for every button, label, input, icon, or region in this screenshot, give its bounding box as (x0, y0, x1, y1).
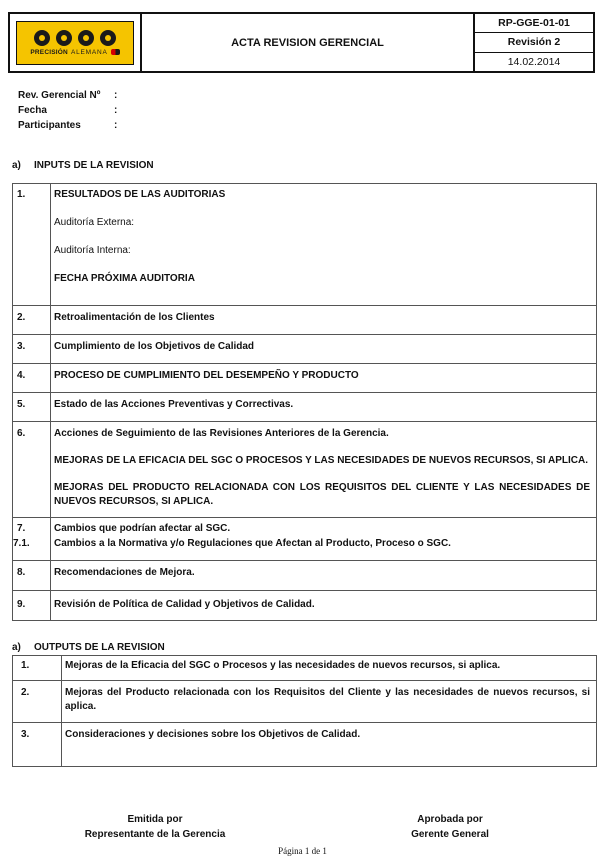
cell-line: Auditoría Interna: (54, 245, 131, 256)
table-row (13, 723, 597, 767)
row-content (51, 422, 597, 518)
row-number: 2. (13, 681, 62, 723)
inputs-table (12, 183, 597, 621)
cell-line: Cambios a la Normativa y/o Regulaciones que Afectan al Producto, Proceso o SGC. (54, 538, 451, 549)
signature-line2: Gerente General (411, 829, 489, 840)
cell-line: Cambios que podrían afectar al SGC. (54, 523, 231, 534)
logo-glyph-3 (78, 30, 94, 46)
cell-line: 7. (17, 523, 26, 534)
inputs-section-title (12, 160, 154, 171)
table-row (13, 306, 597, 335)
row-content: Cumplimiento de los Objetivos de Calidad (51, 335, 597, 364)
logo-cell (10, 14, 142, 71)
meta-sep: : (114, 120, 118, 131)
meta-label: Rev. Gerencial Nº (18, 90, 101, 101)
signature-issued (80, 812, 230, 842)
row-number: 1. (13, 184, 51, 306)
signature-line1: Aprobada por (417, 814, 483, 825)
row-number: 9. (13, 591, 51, 621)
logo-glyph-4 (100, 30, 116, 46)
row-content: PROCESO DE CUMPLIMIENTO DEL DESEMPEÑO Y PRODUCTO (51, 364, 597, 393)
document-code-cell (475, 14, 593, 71)
meta-label: Fecha (18, 105, 47, 116)
row-content: Recomendaciones de Mejora. (51, 561, 597, 591)
row-number (13, 518, 51, 561)
row-content: Estado de las Acciones Preventivas y Correctivas. (51, 393, 597, 422)
row-content (51, 518, 597, 561)
section-title-text: OUTPUTS DE LA REVISION (34, 642, 165, 653)
row-number: 4. (13, 364, 51, 393)
meta-label: Participantes (18, 120, 81, 131)
cell-line: Auditoría Externa: (54, 217, 135, 228)
logo-glyph-1 (34, 30, 50, 46)
logo-text (30, 49, 119, 56)
row-number: 6. (13, 422, 51, 518)
table-row (13, 656, 597, 681)
document-revision: Revisión 2 (475, 32, 593, 51)
row-number: 1. (13, 656, 62, 681)
flag-icon (111, 49, 120, 55)
cell-line: FECHA PRÓXIMA AUDITORIA (54, 273, 195, 284)
logo-text-bold: PRECISIÓN (30, 48, 68, 56)
document-date: 14.02.2014 (475, 52, 593, 71)
outputs-section-title (12, 642, 165, 653)
meta-row-participantes (18, 118, 117, 133)
table-row (13, 335, 597, 364)
meta-sep: : (114, 90, 118, 101)
cell-line: Acciones de Seguimiento de las Revisiones Anteriores de la Gerencia. (54, 428, 389, 439)
document-code: RP-GGE-01-01 (498, 17, 570, 30)
table-row (13, 184, 597, 306)
logo-glyphs (34, 30, 116, 46)
cell-line: MEJORAS DEL PRODUCTO RELACIONADA CON LOS REQUISITOS DEL CLIENTE Y LAS NECESIDADES DE NUEVOS RECURSOS, SI APLICA. (54, 482, 590, 507)
table-row (13, 393, 597, 422)
table-row (13, 518, 597, 561)
meta-fields (18, 88, 117, 133)
row-content: Consideraciones y decisiones sobre los Objetivos de Calidad. (62, 723, 597, 767)
section-letter: a) (12, 642, 21, 653)
row-number: 3. (13, 723, 62, 767)
logo-glyph-2 (56, 30, 72, 46)
table-row (13, 364, 597, 393)
signature-approved (380, 812, 520, 842)
row-number: 5. (13, 393, 51, 422)
table-row (13, 561, 597, 591)
company-logo (16, 21, 134, 65)
cell-line: 7.1. (13, 538, 30, 549)
table-row (13, 422, 597, 518)
row-content: Mejoras del Producto relacionada con los Requisitos del Cliente y las necesidades de nuevos recursos, si aplica. (62, 681, 597, 723)
outputs-table (12, 655, 597, 767)
row-content: Retroalimentación de los Clientes (51, 306, 597, 335)
logo-text-light: ALEMANA (70, 48, 108, 56)
table-row (13, 681, 597, 723)
row-number: 2. (13, 306, 51, 335)
row-content: Revisión de Política de Calidad y Objetivos de Calidad. (51, 591, 597, 621)
section-letter: a) (12, 160, 21, 171)
document-title: ACTA REVISION GERENCIAL (142, 14, 475, 71)
signature-line2: Representante de la Gerencia (84, 829, 226, 840)
table-row (13, 591, 597, 621)
meta-row-fecha (18, 103, 117, 118)
row-number: 8. (13, 561, 51, 591)
meta-row-rev (18, 88, 117, 103)
row-content: Mejoras de la Eficacia del SGC o Procesos y las necesidades de nuevos recursos, si aplica. (62, 656, 597, 681)
signature-line1: Emitida por (127, 814, 183, 825)
row-content (51, 184, 597, 306)
page-number: Página 1 de 1 (278, 846, 327, 856)
cell-line: MEJORAS DE LA EFICACIA DEL SGC O PROCESOS Y LAS NECESIDADES DE NUEVOS RECURSOS, SI APLICA. (54, 455, 588, 466)
meta-sep: : (114, 105, 118, 116)
row-number: 3. (13, 335, 51, 364)
document-header (8, 12, 595, 73)
cell-line: RESULTADOS DE LAS AUDITORIAS (54, 189, 226, 200)
section-title-text: INPUTS DE LA REVISION (34, 160, 154, 171)
